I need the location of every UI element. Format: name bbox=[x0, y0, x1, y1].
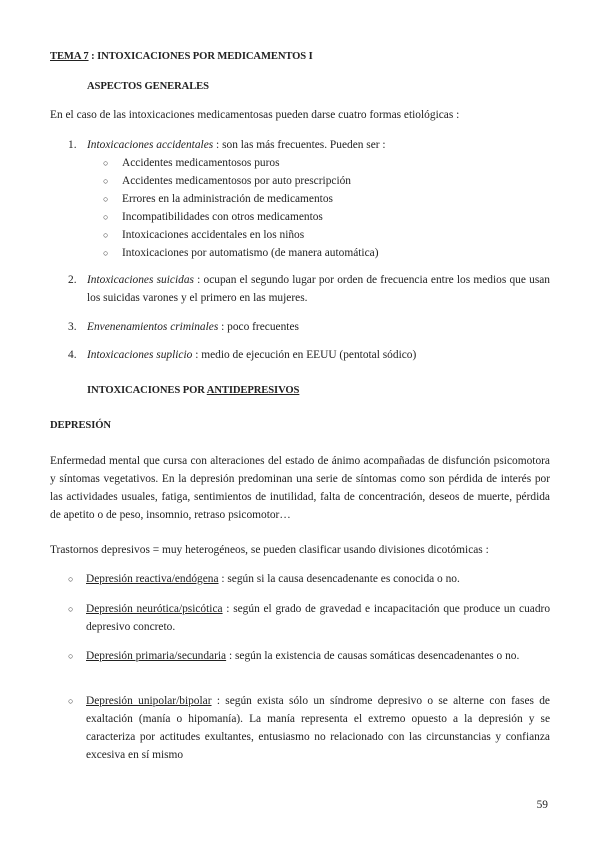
list-item bbox=[103, 208, 543, 226]
page-heading bbox=[50, 48, 550, 66]
accidental-list bbox=[103, 154, 543, 262]
tema-title: : INTOXICACIONES POR MEDICAMENTOS I bbox=[88, 51, 313, 62]
list-item bbox=[103, 154, 543, 172]
page-number: 59 bbox=[536, 799, 548, 811]
list-item-text: Incompatibilidades con otros medicamentos bbox=[122, 211, 323, 223]
classification-item-2 bbox=[68, 600, 550, 636]
tema-label: TEMA 7 bbox=[50, 51, 89, 62]
trastornos-paragraph: Trastornos depresivos = muy heterogéneos, se pueden clasificar usando divisiones dicotómicas : bbox=[50, 544, 489, 556]
classification-item-4 bbox=[68, 692, 550, 764]
classification-term: Depresión unipolar/bipolar bbox=[86, 695, 212, 707]
classification-item-3 bbox=[68, 647, 550, 665]
classification-term: Depresión neurótica/psicótica bbox=[86, 603, 223, 615]
aspectos-title: ASPECTOS GENERALES bbox=[87, 81, 209, 92]
form-number: 3. bbox=[68, 321, 77, 333]
list-item bbox=[103, 172, 543, 190]
classification-term: Depresión primaria/secundaria bbox=[86, 650, 227, 662]
list-item-text: Accidentes medicamentosos por auto prescripción bbox=[122, 175, 352, 187]
classification-item-1 bbox=[68, 570, 550, 588]
form-text: : son las más frecuentes. Pueden ser : bbox=[213, 139, 386, 151]
form-item-4 bbox=[68, 346, 548, 364]
classification-text: : según la existencia de causas somáticas desencadenantes o no. bbox=[226, 650, 520, 662]
list-item bbox=[103, 226, 543, 244]
form-item-2 bbox=[68, 271, 550, 307]
list-item bbox=[103, 244, 543, 262]
bullet-icon: ○ bbox=[68, 574, 74, 584]
antidepresivos-title bbox=[87, 382, 299, 400]
antidep-prefix: INTOXICACIONES POR bbox=[87, 385, 207, 396]
bullet-icon: ○ bbox=[103, 230, 109, 240]
bullet-icon: ○ bbox=[68, 696, 74, 706]
bullet-icon: ○ bbox=[103, 248, 109, 258]
form-number: 4. bbox=[68, 349, 77, 361]
form-item-1 bbox=[68, 136, 548, 154]
classification-term: Depresión reactiva/endógena bbox=[86, 573, 219, 585]
list-item-text: Intoxicaciones por automatismo (de manera automática) bbox=[122, 247, 379, 259]
classification-text: : según el grado de gravedad e incapacitación que produce un cuadro depresivo concreto. bbox=[86, 603, 551, 633]
form-label: Intoxicaciones suicidas bbox=[87, 274, 194, 286]
form-number: 2. bbox=[68, 274, 77, 286]
list-item-text: Errores en la administración de medicamentos bbox=[122, 193, 333, 205]
form-label: Intoxicaciones suplicio bbox=[87, 349, 193, 361]
list-item-text: Accidentes medicamentosos puros bbox=[122, 157, 280, 169]
bullet-icon: ○ bbox=[103, 158, 109, 168]
form-item-3 bbox=[68, 318, 548, 336]
classification-text: : según si la causa desencadenante es conocida o no. bbox=[218, 573, 460, 585]
bullet-icon: ○ bbox=[103, 194, 109, 204]
depresion-title: DEPRESIÓN bbox=[50, 420, 111, 431]
bullet-icon: ○ bbox=[103, 176, 109, 186]
form-number: 1. bbox=[68, 139, 77, 151]
form-label: Envenenamientos criminales bbox=[87, 321, 219, 333]
form-text: : ocupan el segundo lugar por orden de frecuencia entre los medios que usan los suicidas varones y el primero en las mujeres. bbox=[87, 274, 551, 304]
bullet-icon: ○ bbox=[68, 604, 74, 614]
list-item-text: Intoxicaciones accidentales en los niños bbox=[122, 229, 305, 241]
aspectos-intro: En el caso de las intoxicaciones medicamentosas pueden darse cuatro formas etiológicas : bbox=[50, 109, 460, 121]
bullet-icon: ○ bbox=[68, 651, 74, 661]
form-text: : poco frecuentes bbox=[218, 321, 299, 333]
antidep-underlined: ANTIDEPRESIVOS bbox=[206, 385, 300, 396]
bullet-icon: ○ bbox=[103, 212, 109, 222]
depresion-paragraph: Enfermedad mental que cursa con alteraciones del estado de ánimo acompañadas de disfunción psicomotora y síntomas vegetativos. En la depresión predominan una serie de síntomas como son pérdida de interés por las actividades usuales, fatiga, sentimientos de inutilidad, falta de concentración, deseos de muerte, pérdida de apetito o de peso, insomnio, retraso psicomotor… bbox=[50, 455, 550, 521]
classification-text: : según exista sólo un síndrome depresivo o se alterne con fases de exaltación (manía o hipomanía). La manía representa el extremo opuesto a la depresión y se caracteriza por actitudes exultantes, entusiasmo no relacionado con las circunstancias y confianza excesiva en sí mismo bbox=[86, 695, 550, 761]
form-label: Intoxicaciones accidentales bbox=[87, 139, 214, 151]
list-item bbox=[103, 190, 543, 208]
form-text: : medio de ejecución en EEUU (pentotal sódico) bbox=[192, 349, 417, 361]
